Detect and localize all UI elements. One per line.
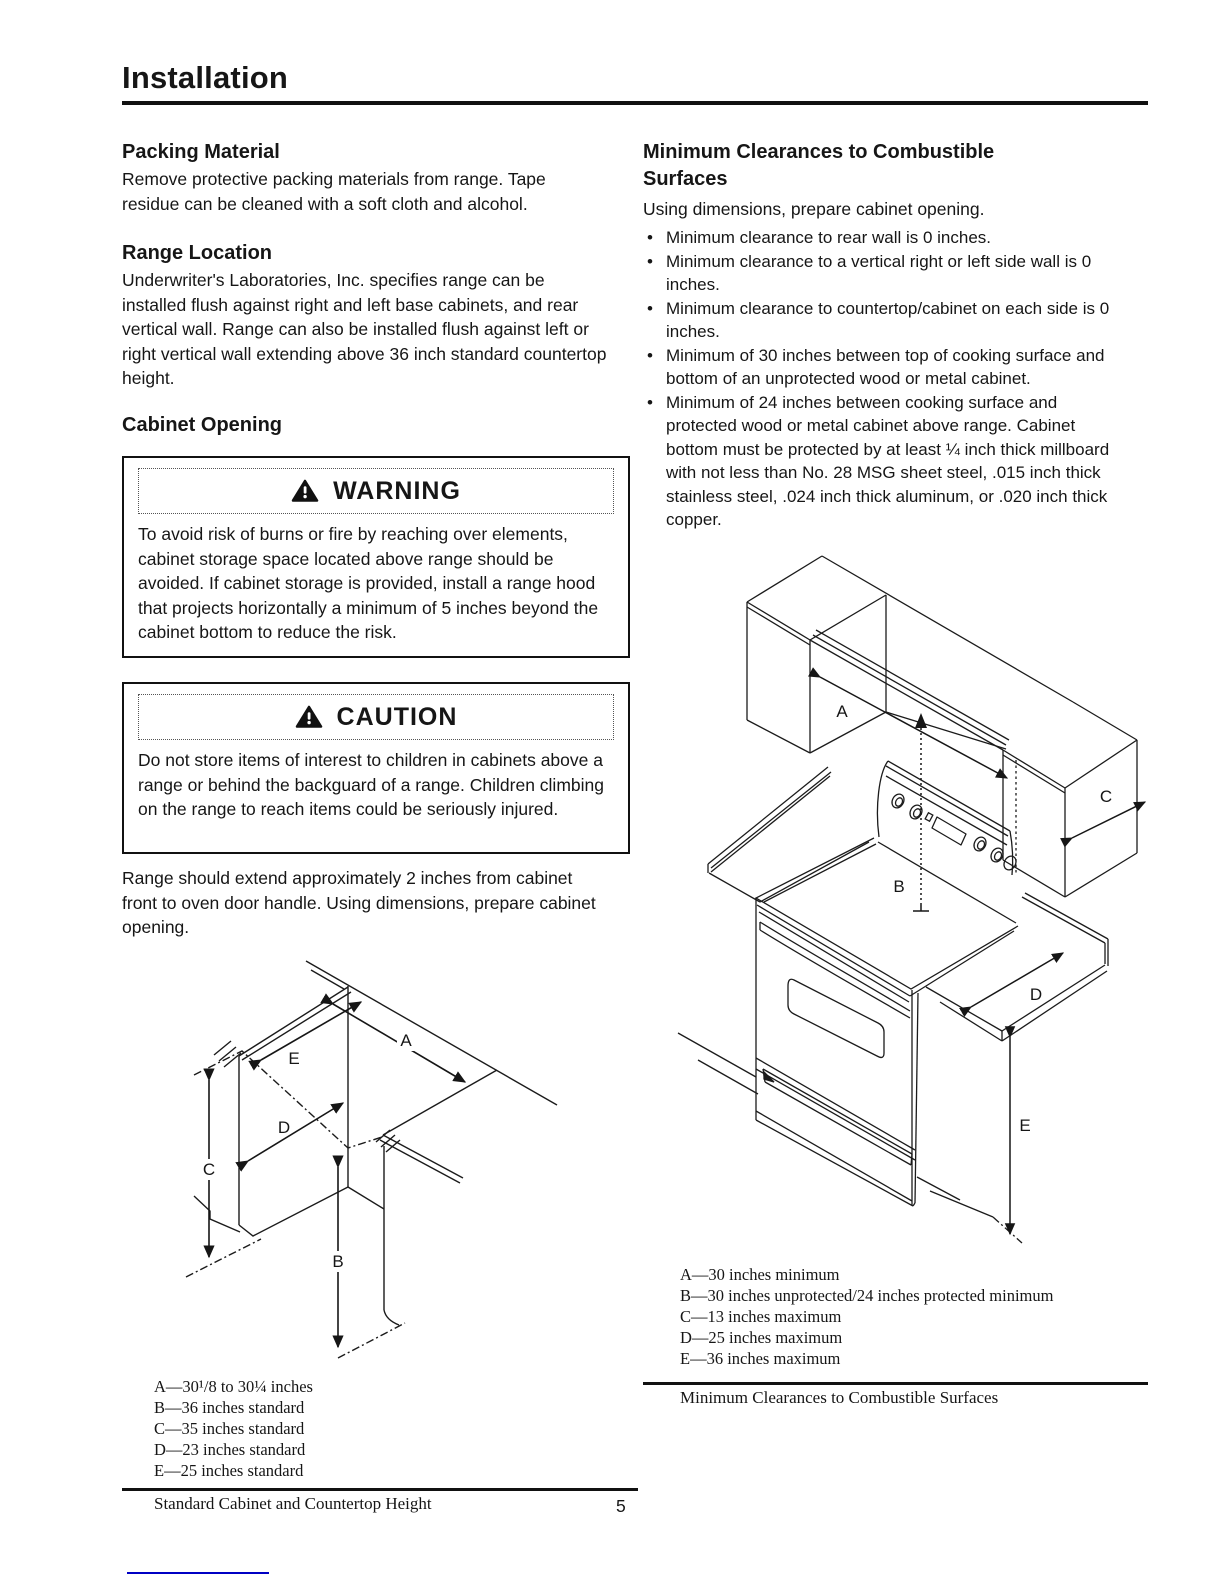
footer-blue-line bbox=[127, 1572, 269, 1574]
caution-label: CAUTION bbox=[336, 702, 458, 731]
legend-item: D—23 inches standard bbox=[154, 1440, 306, 1459]
heading-min-clearances: Minimum Clearances to Combustible Surfaces bbox=[643, 141, 995, 190]
title-rule bbox=[122, 101, 1148, 105]
legend-item: E—25 inches standard bbox=[154, 1461, 304, 1480]
warning-triangle-icon bbox=[295, 705, 323, 729]
label-c: C bbox=[1099, 787, 1113, 806]
dim-arrow-d bbox=[971, 953, 1063, 1007]
dimension-arrows bbox=[209, 1002, 465, 1347]
label-a: A bbox=[400, 1031, 412, 1050]
warning-label: WARNING bbox=[333, 476, 461, 505]
legend-item: D—25 inches maximum bbox=[680, 1328, 843, 1347]
warning-triangle-icon bbox=[291, 479, 319, 503]
caption-rule-right bbox=[643, 1382, 1148, 1385]
packing-material-text: Remove protective packing materials from range. Tape residue can be cleaned with a soft cloth and alcohol. bbox=[122, 169, 546, 214]
legend-item: C—35 inches standard bbox=[154, 1419, 305, 1438]
legend-item: C—13 inches maximum bbox=[680, 1307, 842, 1326]
caution-header bbox=[138, 694, 614, 740]
warning-header bbox=[138, 468, 614, 514]
legend-item: B—30 inches unprotected/24 inches protected minimum bbox=[680, 1286, 1054, 1305]
legend-item: B—36 inches standard bbox=[154, 1398, 305, 1417]
cabinet-opening-paragraph: Range should extend approximately 2 inches from cabinet front to oven door handle. Using dimensions, prepare cabinet opening. bbox=[122, 868, 596, 937]
cabinet-linework bbox=[186, 961, 557, 1358]
bullet-item: • Minimum of 24 inches between cooking surface and protected wood or metal cabinet above range. Cabinet bottom must be protected by at least ¼ inch thick millboard with not less than No. 28 MSG sheet steel, .015 inch thick stainless steel, .024 inch thick aluminum, or .020 inch thick copper. bbox=[643, 391, 1130, 532]
cabinet-opening-legend bbox=[154, 1376, 313, 1481]
caution-box bbox=[122, 682, 630, 854]
bullet-item: • Minimum clearance to a vertical right or left side wall is 0 inches. bbox=[643, 250, 1130, 297]
bullet-item: • Minimum clearance to countertop/cabinet on each side is 0 inches. bbox=[643, 297, 1130, 344]
legend-item: A—30¹/8 to 30¼ inches bbox=[154, 1377, 313, 1396]
label-c: C bbox=[202, 1160, 216, 1179]
page-number: 5 bbox=[616, 1496, 626, 1516]
left-figure-caption: Standard Cabinet and Countertop Height bbox=[154, 1494, 432, 1513]
label-e: E bbox=[288, 1049, 300, 1068]
clearances-diagram bbox=[660, 545, 1180, 1245]
label-d: D bbox=[1029, 985, 1043, 1004]
clearances-bullet-list bbox=[643, 226, 1130, 532]
bullet-item: • Minimum of 30 inches between top of cooking surface and bottom of an unprotected wood or metal cabinet. bbox=[643, 344, 1130, 391]
label-e: E bbox=[1019, 1116, 1031, 1135]
right-figure-caption: Minimum Clearances to Combustible Surfaces bbox=[680, 1388, 999, 1407]
dimension-arrows bbox=[820, 677, 1145, 1234]
oven-window bbox=[788, 979, 884, 1057]
heading-cabinet-opening: Cabinet Opening bbox=[122, 414, 282, 436]
hidden-edge-lines bbox=[186, 1051, 405, 1358]
label-a: A bbox=[836, 702, 848, 721]
bullet-item: • Minimum clearance to rear wall is 0 inches. bbox=[643, 226, 1130, 250]
label-b: B bbox=[893, 877, 905, 896]
heading-range-location: Range Location bbox=[122, 242, 273, 264]
label-d: D bbox=[277, 1118, 291, 1137]
page-title: Installation bbox=[122, 60, 289, 95]
legend-item: A—30 inches minimum bbox=[680, 1265, 840, 1284]
legend-item: E—36 inches maximum bbox=[680, 1349, 841, 1368]
range-linework bbox=[678, 556, 1137, 1243]
caption-rule-left bbox=[122, 1488, 638, 1491]
range-location-text: Underwriter's Laboratories, Inc. specifies range can be installed flush against right and left base cabinets, and rear vertical wall. Range can also be installed flush against left or right vertical wall extending above 36 inch standard countertop height. bbox=[122, 270, 607, 388]
label-b: B bbox=[332, 1252, 344, 1271]
cabinet-opening-diagram bbox=[130, 945, 610, 1375]
dim-arrow-d bbox=[248, 1103, 343, 1161]
control-display bbox=[932, 817, 966, 845]
clearances-intro: Using dimensions, prepare cabinet opening. bbox=[643, 199, 985, 219]
dim-arrow-c bbox=[1072, 802, 1145, 838]
warning-box bbox=[122, 456, 630, 658]
clearances-legend bbox=[680, 1264, 1053, 1369]
warning-text: To avoid risk of burns or fire by reaching over elements, cabinet storage space located above range should be avoided. If cabinet storage is provided, install a range hood that projects horizontally a minimum of 5 inches beyond the cabinet bottom to reduce the risk. bbox=[138, 524, 599, 642]
heading-packing-material: Packing Material bbox=[122, 141, 280, 163]
caution-text: Do not store items of interest to children in cabinets above a range or behind the backguard of a range. Children climbing on the range to reach items could be seriously injured. bbox=[138, 750, 604, 819]
